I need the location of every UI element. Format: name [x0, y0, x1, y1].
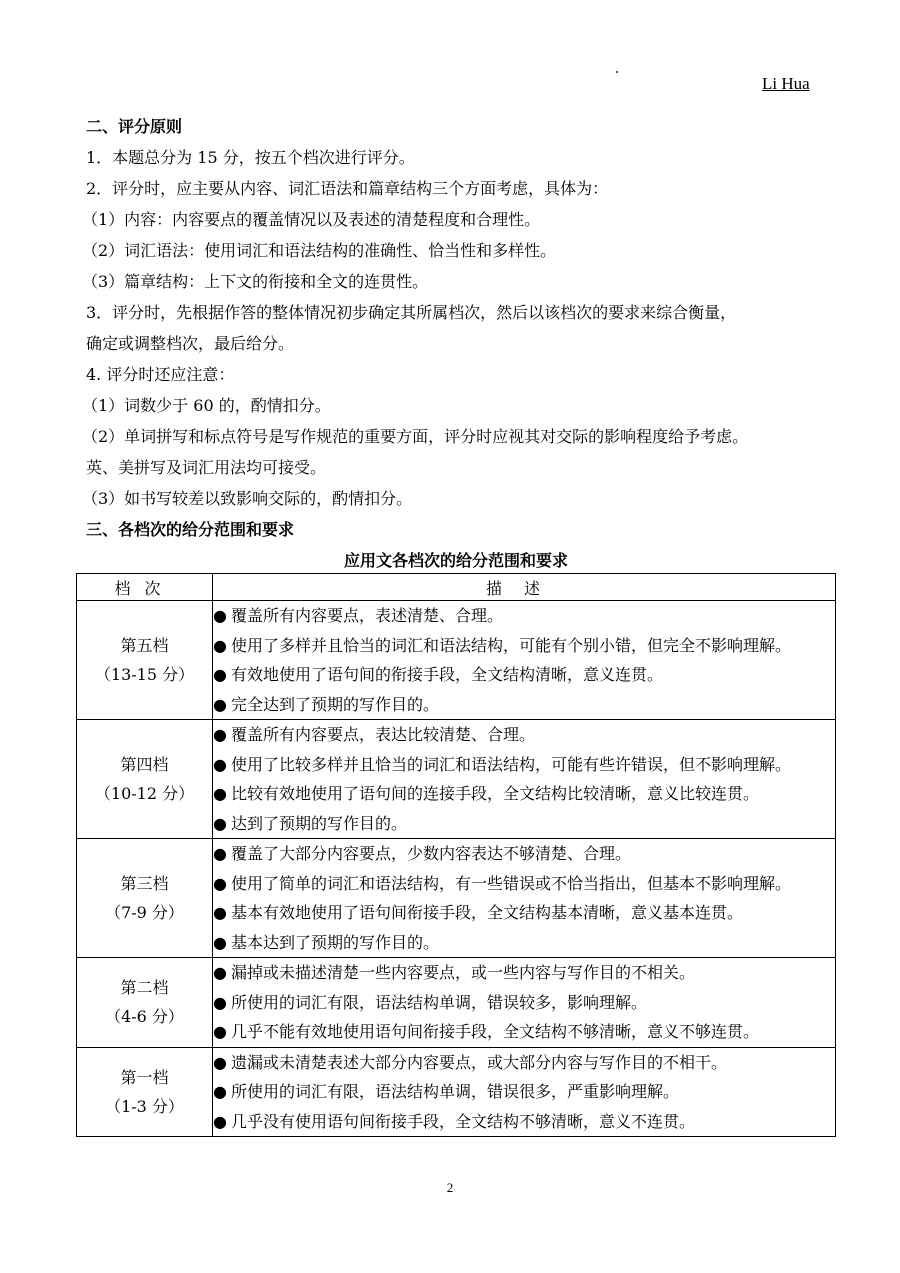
table-row — [77, 601, 836, 720]
description-item — [213, 958, 835, 988]
description-item — [213, 660, 835, 690]
level-name: 第四档 — [120, 755, 169, 774]
description-item — [213, 690, 835, 720]
principle-line: （3）篇章结构：上下文的衔接和全文的连贯性。 — [82, 272, 429, 291]
table-row — [77, 1047, 836, 1137]
table-body — [77, 601, 836, 1137]
description-text: 几乎没有使用语句间衔接手段，全文结构不够清晰，意义不连贯。 — [230, 1111, 695, 1131]
level-score-range: （10-12 分） — [94, 784, 195, 803]
level-cell — [77, 601, 213, 720]
bullet-icon: ● — [213, 784, 227, 803]
description-text: 使用了多样并且恰当的词汇和语法结构，可能有个别小错，但完全不影响理解。 — [230, 635, 791, 655]
description-item — [213, 1077, 835, 1107]
level-score-range: （13-15 分） — [94, 665, 195, 684]
principle-line: 英、美拼写及词汇用法均可接受。 — [86, 458, 327, 477]
description-cell — [213, 601, 836, 720]
level-name: 第二档 — [120, 978, 169, 998]
level-cell — [77, 720, 213, 839]
principle-line: 2．评分时，应主要从内容、词汇语法和篇章结构三个方面考虑，具体为： — [86, 179, 609, 198]
description-text: 所使用的词汇有限，语法结构单调，错误较多，影响理解。 — [230, 992, 647, 1012]
bullet-icon: ● — [213, 844, 227, 863]
principle-line: （3）如书写较差以致影响交际的，酌情扣分。 — [82, 489, 413, 508]
description-cell — [213, 720, 836, 839]
description-text: 比较有效地使用了语句间的连接手段，全文结构比较清晰，意义比较连贯。 — [230, 784, 759, 803]
grading-table — [76, 573, 836, 1137]
description-text: 覆盖所有内容要点，表述清楚、合理。 — [230, 606, 503, 625]
description-cell — [213, 958, 836, 1048]
description-item — [213, 1048, 835, 1078]
description-item — [213, 1017, 835, 1047]
principle-line: （1）内容：内容要点的覆盖情况以及表述的清楚程度和合理性。 — [82, 210, 541, 229]
description-text: 达到了预期的写作目的。 — [230, 813, 407, 833]
column-header-description: 描述 — [213, 574, 836, 601]
description-text: 覆盖所有内容要点，表达比较清楚、合理。 — [230, 725, 535, 744]
level-score-range: （1-3 分） — [105, 1096, 184, 1116]
bullet-icon: ● — [213, 754, 227, 774]
description-text: 漏掉或未描述清楚一些内容要点，或一些内容与写作目的不相关。 — [230, 963, 695, 982]
description-text: 使用了简单的词汇和语法结构，有一些错误或不恰当指出，但基本不影响理解。 — [230, 873, 791, 893]
description-item — [213, 750, 835, 780]
table-row — [77, 958, 836, 1048]
bullet-icon: ● — [213, 725, 227, 744]
table-row — [77, 720, 836, 839]
principle-line: 4. 评分时还应注意： — [86, 365, 235, 384]
principle-line: （2）词汇语法：使用词汇和语法结构的准确性、恰当性和多样性。 — [82, 241, 557, 260]
description-item — [213, 839, 835, 869]
level-name: 第三档 — [120, 874, 169, 893]
description-text: 完全达到了预期的写作目的。 — [230, 694, 439, 714]
description-item — [213, 928, 835, 958]
bullet-icon: ● — [213, 873, 227, 893]
bullet-icon: ● — [213, 1082, 227, 1101]
principle-line: 确定或调整档次，最后给分。 — [86, 334, 295, 353]
principle-line: （2）单词拼写和标点符号是写作规范的重要方面，评分时应视其对交际的影响程度给予考虑。 — [82, 427, 749, 446]
level-cell — [77, 1047, 213, 1137]
bullet-icon: ● — [213, 992, 227, 1012]
bullet-icon: ● — [213, 1022, 227, 1041]
description-text: 有效地使用了语句间的衔接手段，全文结构清晰，意义连贯。 — [230, 665, 663, 684]
bullet-icon: ● — [213, 903, 227, 922]
description-item — [213, 601, 835, 631]
section-heading-principles: 二、评分原则 — [86, 117, 183, 136]
scan-mark — [616, 71, 618, 73]
description-item — [213, 720, 835, 750]
description-item — [213, 898, 835, 928]
description-text: 基本有效地使用了语句间衔接手段，全文结构基本清晰，意义基本连贯。 — [230, 903, 743, 922]
description-item — [213, 869, 835, 899]
bullet-icon: ● — [213, 694, 227, 714]
principle-line: 3．评分时，先根据作答的整体情况初步确定其所属档次，然后以该档次的要求来综合衡量， — [86, 303, 737, 322]
bullet-icon: ● — [213, 665, 227, 684]
description-text: 使用了比较多样并且恰当的词汇和语法结构，可能有些许错误，但不影响理解。 — [230, 754, 791, 774]
bullet-icon: ● — [213, 813, 227, 833]
bullet-icon: ● — [213, 932, 227, 952]
page-number: 2 — [446, 1180, 454, 1195]
column-header-level: 档次 — [77, 574, 213, 601]
bullet-icon: ● — [213, 1111, 227, 1131]
level-name: 第五档 — [120, 636, 169, 655]
description-text: 几乎不能有效地使用语句间衔接手段，全文结构不够清晰，意义不够连贯。 — [230, 1022, 759, 1041]
level-name: 第一档 — [120, 1067, 169, 1087]
description-item — [213, 988, 835, 1018]
table-header-row — [77, 574, 836, 601]
description-text: 基本达到了预期的写作目的。 — [230, 932, 439, 952]
description-item — [213, 809, 835, 839]
description-text: 覆盖了大部分内容要点，少数内容表达不够清楚、合理。 — [230, 844, 631, 863]
bullet-icon: ● — [213, 606, 227, 625]
bullet-icon: ● — [213, 963, 227, 982]
level-cell — [77, 958, 213, 1048]
description-text: 遗漏或未清楚表述大部分内容要点，或大部分内容与写作目的不相干。 — [230, 1052, 727, 1072]
scoring-principles — [82, 111, 831, 545]
principle-line: （1）词数少于 60 的，酌情扣分。 — [82, 396, 331, 415]
level-score-range: （7-9 分） — [105, 903, 184, 922]
description-item — [213, 631, 835, 661]
level-score-range: （4-6 分） — [105, 1007, 184, 1027]
description-cell — [213, 839, 836, 958]
description-item — [213, 1107, 835, 1137]
signature-name: Li Hua — [762, 74, 810, 93]
bullet-icon: ● — [213, 1052, 227, 1072]
section-heading-levels: 三、各档次的给分范围和要求 — [86, 520, 295, 539]
table-title: 应用文各档次的给分范围和要求 — [343, 551, 568, 570]
bullet-icon: ● — [213, 635, 227, 655]
description-cell — [213, 1047, 836, 1137]
principle-line: 1．本题总分为 15 分，按五个档次进行评分。 — [86, 148, 415, 167]
table-row — [77, 839, 836, 958]
level-cell — [77, 839, 213, 958]
description-text: 所使用的词汇有限，语法结构单调，错误很多，严重影响理解。 — [230, 1082, 679, 1101]
description-item — [213, 779, 835, 809]
